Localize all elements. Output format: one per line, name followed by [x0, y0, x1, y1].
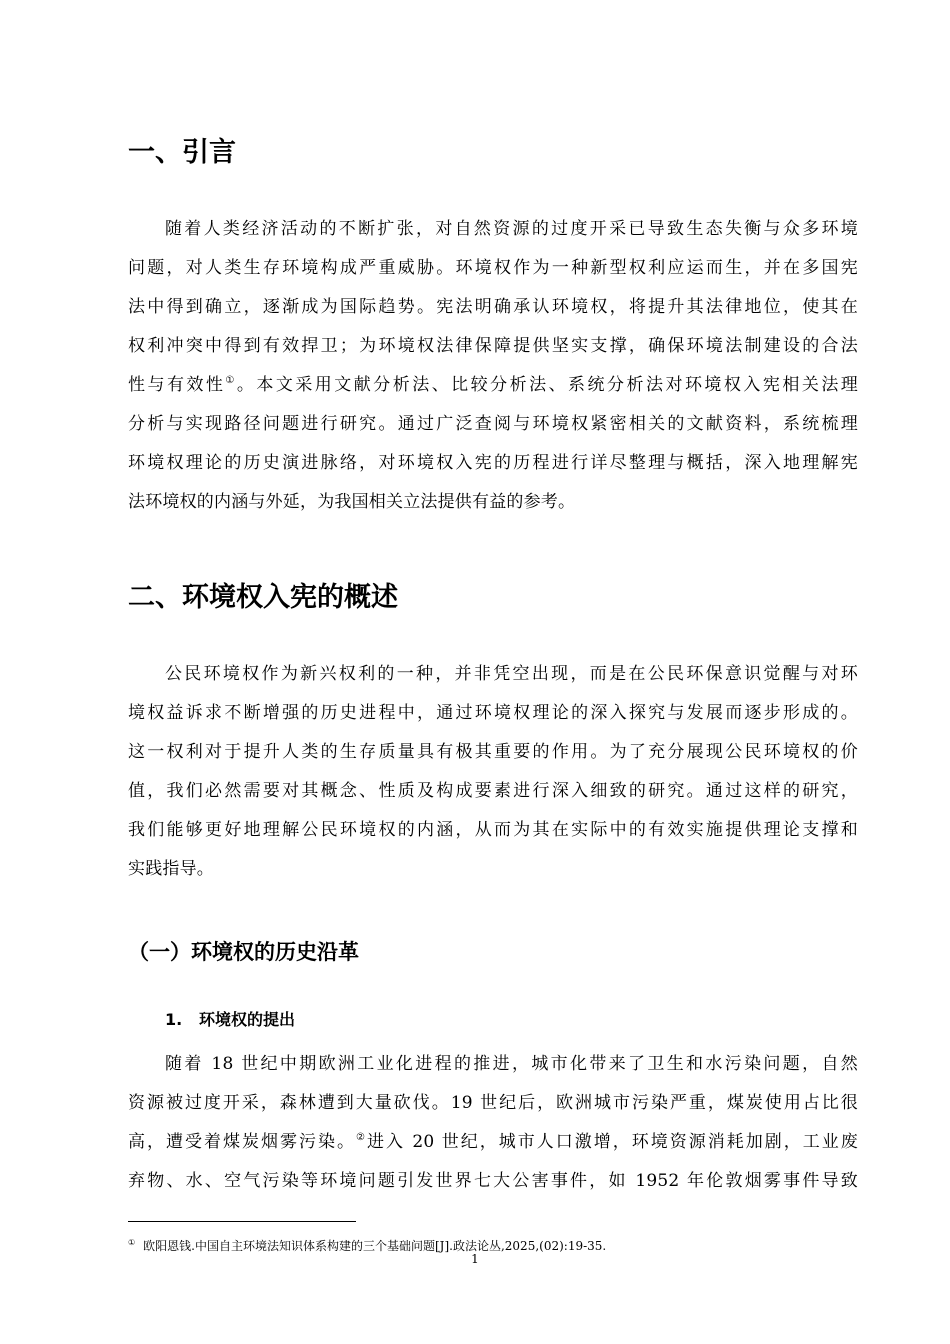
text-line: 问题，对人类生存环境构成严重威胁。环境权作为一种新型权利应运而生，并在多国宪	[128, 258, 858, 278]
text-segment: 高，遭受着煤炭烟雾污染。	[128, 1132, 356, 1152]
section-heading-introduction: 一、引言	[128, 137, 236, 168]
text-line: 随着 18 世纪中期欧洲工业化进程的推进，城市化带来了卫生和水污染问题，自然	[165, 1054, 858, 1074]
text-line: 值，我们必然需要对其概念、性质及构成要素进行深入细致的研究。通过这样的研究，	[128, 781, 858, 801]
text-line: 环境权理论的历史演进脉络，对环境权入宪的历程进行详尽整理与概括，深入地理解宪	[128, 453, 858, 473]
subsection-heading-history: （一）环境权的历史沿革	[128, 940, 359, 964]
text-segment: 性与有效性	[128, 375, 226, 395]
text-line: 随着人类经济活动的不断扩张，对自然资源的过度开采已导致生态失衡与众多环境	[165, 219, 858, 239]
text-line: 法环境权的内涵与外延，为我国相关立法提供有益的参考。	[128, 492, 576, 512]
text-line: 权利冲突中得到有效捍卫；为环境权法律保障提供坚实支撑，确保环境法制建设的合法	[128, 336, 858, 356]
text-segment: 进入 20 世纪，城市人口激增，环境资源消耗加剧，工业废	[366, 1132, 858, 1152]
footnote-mark: ①	[128, 1238, 136, 1247]
heading-number: 1.	[165, 1010, 183, 1029]
text-line: 法中得到确立，逐渐成为国际趋势。宪法明确承认环境权，将提升其法律地位，使其在	[128, 297, 858, 317]
subsubsection-heading-proposal	[165, 1008, 295, 1032]
paragraph-introduction	[128, 210, 858, 522]
text-line: 分析与实现路径问题进行研究。通过广泛查阅与环境权紧密相关的文献资料，系统梳理	[128, 414, 858, 434]
paragraph-overview	[128, 655, 858, 889]
heading-text: 环境权的提出	[199, 1010, 296, 1029]
text-segment: 。本文采用文献分析法、比较分析法、系统分析法对环境权入宪相关法理	[236, 375, 859, 395]
paragraph-proposal	[128, 1045, 858, 1201]
footnote-separator	[128, 1221, 356, 1222]
text-line	[128, 366, 858, 405]
section-heading-overview: 二、环境权入宪的概述	[128, 582, 398, 613]
text-line: 实践指导。	[128, 859, 214, 879]
text-line: 这一权利对于提升人类的生存质量具有极其重要的作用。为了充分展现公民环境权的价	[128, 742, 858, 762]
footnote-reference[interactable]: ②	[356, 1132, 367, 1143]
text-line: 弃物、水、空气污染等环境问题引发世界七大公害事件，如 1952 年伦敦烟雾事件导致	[128, 1171, 858, 1191]
text-line: 公民环境权作为新兴权利的一种，并非凭空出现，而是在公民环保意识觉醒与对环	[165, 664, 858, 684]
footnote-text: 欧阳恩钱.中国自主环境法知识体系构建的三个基础问题[J].政法论丛,2025,(02):19-35.	[143, 1239, 607, 1253]
text-line: 我们能够更好地理解公民环境权的内涵，从而为其在实际中的有效实施提供理论支撑和	[128, 820, 858, 840]
footnote-reference[interactable]: ①	[225, 375, 237, 386]
text-line: 资源被过度开采，森林遭到大量砍伐。19 世纪后，欧洲城市污染严重，煤炭使用占比很	[128, 1093, 858, 1113]
text-line	[128, 1123, 858, 1162]
page-number: 1	[471, 1252, 479, 1266]
text-line: 境权益诉求不断增强的历史进程中，通过环境权理论的深入探究与发展而逐步形成的。	[128, 703, 858, 723]
